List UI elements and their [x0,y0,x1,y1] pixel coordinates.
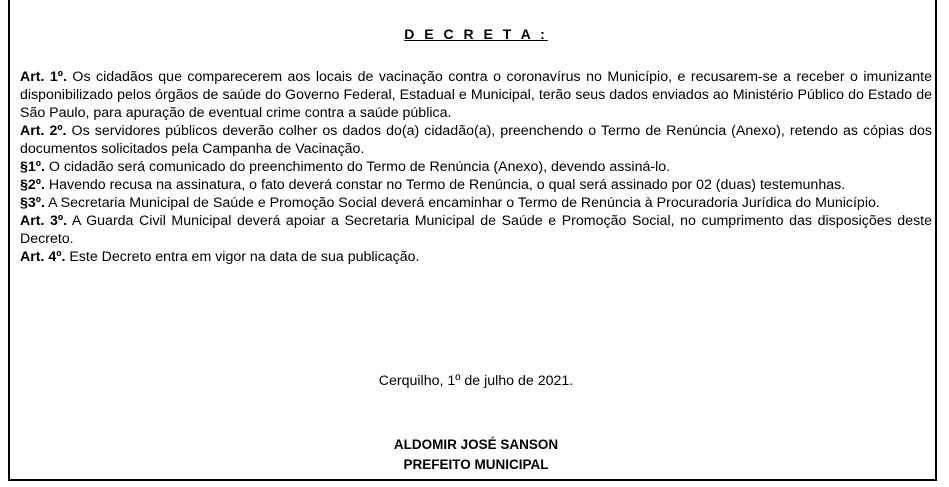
article-2 [20,122,932,158]
signatory-role: PREFEITO MUNICIPAL [403,457,549,472]
article-text: O cidadão será comunicado do preenchimento do Termo de Renúncia (Anexo), devendo assiná-lo. [44,159,671,175]
article-label: Art. 2º. [20,123,67,139]
article-label: §1º. [20,159,45,175]
paragraph-1 [20,158,932,176]
article-label: Art. 4º. [20,249,66,265]
decree-body [20,68,932,266]
signature-block [20,435,932,475]
article-text: A Guarda Civil Municipal deverá apoiar a Secretaria Municipal de Saúde e Promoção Social, no cumprimento das disposições deste Decreto. [20,213,932,247]
article-text: Os cidadãos que comparecerem aos locais de vacinação contra o coronavírus no Município, e recusarem-se a receber o imunizante disponibilizado pelos órgãos de saúde do Governo Federal, Estadual e Municipal, terão seus dados enviados ao Ministério Público do Estado de São Paulo, para apuração de eventual crime contra a saúde pública. [20,69,933,121]
date-line: Cerquilho, 1º de julho de 2021. [378,373,574,389]
article-text: Os servidores públicos deverão colher os dados do(a) cidadão(a), preenchendo o Termo de Renúncia (Anexo), retendo as cópias dos documentos solicitados pela Campanha de Vacinação. [20,123,932,157]
paragraph-3 [20,194,932,212]
article-label: §3º. [20,195,45,211]
article-text: Havendo recusa na assinatura, o fato deverá constar no Termo de Renúncia, o qual será assinado por 02 (duas) testemunhas. [44,177,846,193]
article-1 [20,68,932,122]
article-3 [20,212,932,248]
article-text: A Secretaria Municipal de Saúde e Promoção Social deverá encaminhar o Termo de Renúncia à Procuradoria Jurídica do Município. [44,195,880,211]
signatory-name: ALDOMIR JOSÉ SANSON [393,437,559,452]
article-label: Art. 3º. [20,213,68,229]
article-label: Art. 1º. [20,69,67,85]
article-4 [20,248,932,266]
decree-heading: D E C R E T A : [404,26,548,42]
paragraph-2 [20,176,932,194]
article-label: §2º. [20,177,45,193]
article-text: Este Decreto entra em vigor na data de sua publicação. [65,249,420,265]
